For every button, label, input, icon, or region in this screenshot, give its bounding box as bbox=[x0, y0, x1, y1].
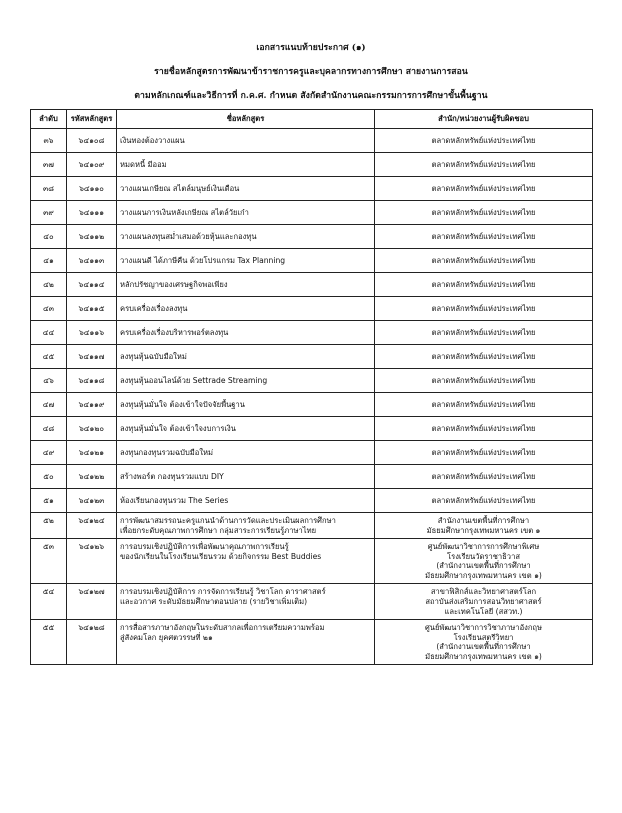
course-code: ๖๔๑๑๓ bbox=[67, 249, 117, 273]
course-name bbox=[117, 584, 375, 620]
course-name: ครบเครื่องเรื่องลงทุน bbox=[117, 297, 375, 321]
course-name: วางแผนเกษียณ สไตล์มนุษย์เงินเดือน bbox=[117, 177, 375, 201]
course-code: ๖๔๑๒๓ bbox=[67, 489, 117, 513]
header-name: ชื่อหลักสูตร bbox=[117, 110, 375, 129]
responsible-agency bbox=[375, 513, 593, 539]
table-row bbox=[31, 225, 593, 249]
agency-line: มัธยมศึกษากรุงเทพมหานคร เขต ๑) bbox=[425, 571, 542, 581]
agency-line: สำนักงานเขตพื้นที่การศึกษา bbox=[437, 516, 530, 525]
responsible-agency: ตลาดหลักทรัพย์แห่งประเทศไทย bbox=[375, 297, 593, 321]
row-number: ๔๘ bbox=[31, 417, 67, 441]
table-row bbox=[31, 489, 593, 513]
table-row bbox=[31, 273, 593, 297]
course-name bbox=[117, 538, 375, 583]
responsible-agency: ตลาดหลักทรัพย์แห่งประเทศไทย bbox=[375, 177, 593, 201]
agency-line: สถาบันส่งเสริมการสอนวิทยาศาสตร์ bbox=[425, 597, 542, 607]
course-name-line: การอบรมเชิงปฏิบัติการเพื่อพัฒนาคุณภาพการเรียนรู้ bbox=[120, 541, 289, 551]
agency-line: มัธยมศึกษากรุงเทพมหานคร เขต ๑) bbox=[425, 652, 542, 662]
table-row bbox=[31, 369, 593, 393]
responsible-agency: ตลาดหลักทรัพย์แห่งประเทศไทย bbox=[375, 369, 593, 393]
course-code: ๖๔๑๑๙ bbox=[67, 393, 117, 417]
course-name-line: สู่สังคมโลก ยุคศตวรรษที่ ๒๑ bbox=[120, 632, 213, 642]
course-code: ๖๔๑๒๘ bbox=[67, 619, 117, 664]
header-code: รหัสหลักสูตร bbox=[67, 110, 117, 129]
responsible-agency: ตลาดหลักทรัพย์แห่งประเทศไทย bbox=[375, 153, 593, 177]
course-name: ลงทุนกองทุนรวมฉบับมือใหม่ bbox=[117, 441, 375, 465]
document-subheading-2: ตามหลักเกณฑ์และวิธีการที่ ก.ค.ศ. กำหนด สังกัดสำนักงานคณะกรรมการการศึกษาขั้นพื้นฐาน bbox=[134, 91, 488, 101]
course-name: ลงทุนหุ้นมั่นใจ ต้องเข้าใจงบการเงิน bbox=[117, 417, 375, 441]
row-number: ๕๔ bbox=[31, 584, 67, 620]
row-number: ๔๒ bbox=[31, 273, 67, 297]
course-name: ลงทุนหุ้นมั่นใจ ต้องเข้าใจปัจจัยพื้นฐาน bbox=[117, 393, 375, 417]
row-number: ๔๙ bbox=[31, 441, 67, 465]
course-name-line: การพัฒนาสมรรถนะครูแกนนำด้านการวัดและประเมินผลการศึกษา bbox=[120, 516, 336, 525]
table-row bbox=[31, 321, 593, 345]
course-name: เงินทองต้องวางแผน bbox=[117, 129, 375, 153]
course-name bbox=[117, 513, 375, 539]
responsible-agency: ตลาดหลักทรัพย์แห่งประเทศไทย bbox=[375, 201, 593, 225]
row-number: ๓๙ bbox=[31, 201, 67, 225]
table-header-row bbox=[31, 110, 593, 129]
table-row bbox=[31, 584, 593, 620]
course-code: ๖๔๑๑๖ bbox=[67, 321, 117, 345]
course-name-line: ของนักเรียนในโรงเรียนเรียนรวม ด้วยกิจกรรม Best Buddies bbox=[120, 551, 322, 561]
agency-line: ศูนย์พัฒนาวิชาการการศึกษาพิเศษ bbox=[427, 541, 540, 551]
course-name: วางแผนลงทุนสม่ำเสมอด้วยหุ้นและกองทุน bbox=[117, 225, 375, 249]
table-row bbox=[31, 153, 593, 177]
table-row bbox=[31, 177, 593, 201]
course-code: ๖๔๑๑๑ bbox=[67, 201, 117, 225]
course-code: ๖๔๑๐๙ bbox=[67, 153, 117, 177]
header-no: ลำดับ bbox=[31, 110, 67, 129]
responsible-agency: ตลาดหลักทรัพย์แห่งประเทศไทย bbox=[375, 129, 593, 153]
course-name bbox=[117, 619, 375, 664]
row-number: ๔๕ bbox=[31, 345, 67, 369]
table-row bbox=[31, 393, 593, 417]
row-number: ๔๑ bbox=[31, 249, 67, 273]
course-code: ๖๔๑๒๒ bbox=[67, 465, 117, 489]
row-number: ๕๕ bbox=[31, 619, 67, 664]
responsible-agency: ตลาดหลักทรัพย์แห่งประเทศไทย bbox=[375, 225, 593, 249]
course-name-line: การอบรมเชิงปฏิบัติการ การจัดการเรียนรู้ วิชาโลก ดาราศาสตร์ bbox=[120, 587, 326, 597]
course-code: ๖๔๑๑๕ bbox=[67, 297, 117, 321]
table-row bbox=[31, 465, 593, 489]
course-code: ๖๔๑๑๗ bbox=[67, 345, 117, 369]
table-row bbox=[31, 513, 593, 539]
course-table bbox=[30, 109, 593, 665]
course-code: ๖๔๑๒๐ bbox=[67, 417, 117, 441]
document-subheading: รายชื่อหลักสูตรการพัฒนาข้าราชการครูและบุคลากรทางการศึกษา สายงานการสอน bbox=[154, 67, 468, 77]
table-row bbox=[31, 441, 593, 465]
responsible-agency: ตลาดหลักทรัพย์แห่งประเทศไทย bbox=[375, 321, 593, 345]
table-row bbox=[31, 538, 593, 583]
row-number: ๕๐ bbox=[31, 465, 67, 489]
table-row bbox=[31, 417, 593, 441]
row-number: ๔๔ bbox=[31, 321, 67, 345]
course-code: ๖๔๑๐๘ bbox=[67, 129, 117, 153]
course-code: ๖๔๑๑๒ bbox=[67, 225, 117, 249]
row-number: ๔๓ bbox=[31, 297, 67, 321]
course-name: ลงทุนหุ้นฉบับมือใหม่ bbox=[117, 345, 375, 369]
table-row bbox=[31, 297, 593, 321]
agency-line: โรงเรียนวัดราชาธิวาส bbox=[447, 551, 520, 561]
row-number: ๔๖ bbox=[31, 369, 67, 393]
table-row bbox=[31, 129, 593, 153]
document-heading: เอกสารแนบท้ายประกาศ (๑) bbox=[256, 43, 366, 53]
course-code: ๖๔๑๒๔ bbox=[67, 513, 117, 539]
agency-line: และเทคโนโลยี (สสวท.) bbox=[444, 606, 523, 616]
course-name-line: การสื่อสารภาษาอังกฤษในระดับสากลเพื่อการเตรียมความพร้อม bbox=[120, 622, 325, 632]
table-body bbox=[31, 129, 593, 665]
agency-line: สาขาฟิสิกส์และวิทยาศาสตร์โลก bbox=[430, 587, 537, 597]
table-row bbox=[31, 619, 593, 664]
responsible-agency bbox=[375, 584, 593, 620]
course-code: ๖๔๑๑๘ bbox=[67, 369, 117, 393]
responsible-agency: ตลาดหลักทรัพย์แห่งประเทศไทย bbox=[375, 249, 593, 273]
header-agency: สำนัก/หน่วยงานผู้รับผิดชอบ bbox=[375, 110, 593, 129]
row-number: ๓๖ bbox=[31, 129, 67, 153]
responsible-agency bbox=[375, 538, 593, 583]
responsible-agency: ตลาดหลักทรัพย์แห่งประเทศไทย bbox=[375, 465, 593, 489]
course-name: ลงทุนหุ้นออนไลน์ด้วย Settrade Streaming bbox=[117, 369, 375, 393]
agency-line: ศูนย์พัฒนาวิชาการวิชาภาษาอังกฤษ bbox=[424, 622, 543, 632]
course-name: หมดหนี้ มีออม bbox=[117, 153, 375, 177]
course-code: ๖๔๑๒๗ bbox=[67, 584, 117, 620]
course-code: ๖๔๑๒๖ bbox=[67, 538, 117, 583]
row-number: ๕๑ bbox=[31, 489, 67, 513]
responsible-agency: ตลาดหลักทรัพย์แห่งประเทศไทย bbox=[375, 345, 593, 369]
course-name: วางแผนดี ได้ภาษีคืน ด้วยโปรแกรม Tax Planning bbox=[117, 249, 375, 273]
course-name-line: และอวกาศ ระดับมัธยมศึกษาตอนปลาย (รายวิชาเพิ่มเติม) bbox=[120, 597, 308, 607]
course-code: ๖๔๑๑๐ bbox=[67, 177, 117, 201]
table-row bbox=[31, 201, 593, 225]
row-number: ๕๒ bbox=[31, 513, 67, 539]
responsible-agency: ตลาดหลักทรัพย์แห่งประเทศไทย bbox=[375, 393, 593, 417]
table-row bbox=[31, 249, 593, 273]
responsible-agency: ตลาดหลักทรัพย์แห่งประเทศไทย bbox=[375, 441, 593, 465]
course-name: ห้องเรียนกองทุนรวม The Series bbox=[117, 489, 375, 513]
row-number: ๔๐ bbox=[31, 225, 67, 249]
row-number: ๕๓ bbox=[31, 538, 67, 583]
course-name: สร้างพอร์ต กองทุนรวมแบบ DIY bbox=[117, 465, 375, 489]
course-name: วางแผนการเงินหลังเกษียณ สไตล์วัยเก๋า bbox=[117, 201, 375, 225]
agency-line: (สำนักงานเขตพื้นที่การศึกษา bbox=[436, 561, 531, 571]
course-name: หลักปรัชญาของเศรษฐกิจพอเพียง bbox=[117, 273, 375, 297]
course-code: ๖๔๑๑๔ bbox=[67, 273, 117, 297]
responsible-agency: ตลาดหลักทรัพย์แห่งประเทศไทย bbox=[375, 273, 593, 297]
responsible-agency: ตลาดหลักทรัพย์แห่งประเทศไทย bbox=[375, 489, 593, 513]
course-name-line: เพื่อยกระดับคุณภาพการศึกษา กลุ่มสาระการเรียนรู้ภาษาไทย bbox=[120, 525, 317, 535]
responsible-agency: ตลาดหลักทรัพย์แห่งประเทศไทย bbox=[375, 417, 593, 441]
agency-line: (สำนักงานเขตพื้นที่การศึกษา bbox=[436, 642, 531, 652]
course-code: ๖๔๑๒๑ bbox=[67, 441, 117, 465]
row-number: ๓๗ bbox=[31, 153, 67, 177]
responsible-agency bbox=[375, 619, 593, 664]
agency-line: โรงเรียนสตรีวิทยา bbox=[453, 632, 514, 642]
row-number: ๔๗ bbox=[31, 393, 67, 417]
row-number: ๓๘ bbox=[31, 177, 67, 201]
table-row bbox=[31, 345, 593, 369]
agency-line: มัธยมศึกษากรุงเทพมหานคร เขต ๑ bbox=[426, 525, 541, 535]
course-name: ครบเครื่องเรื่องบริหารพอร์ตลงทุน bbox=[117, 321, 375, 345]
